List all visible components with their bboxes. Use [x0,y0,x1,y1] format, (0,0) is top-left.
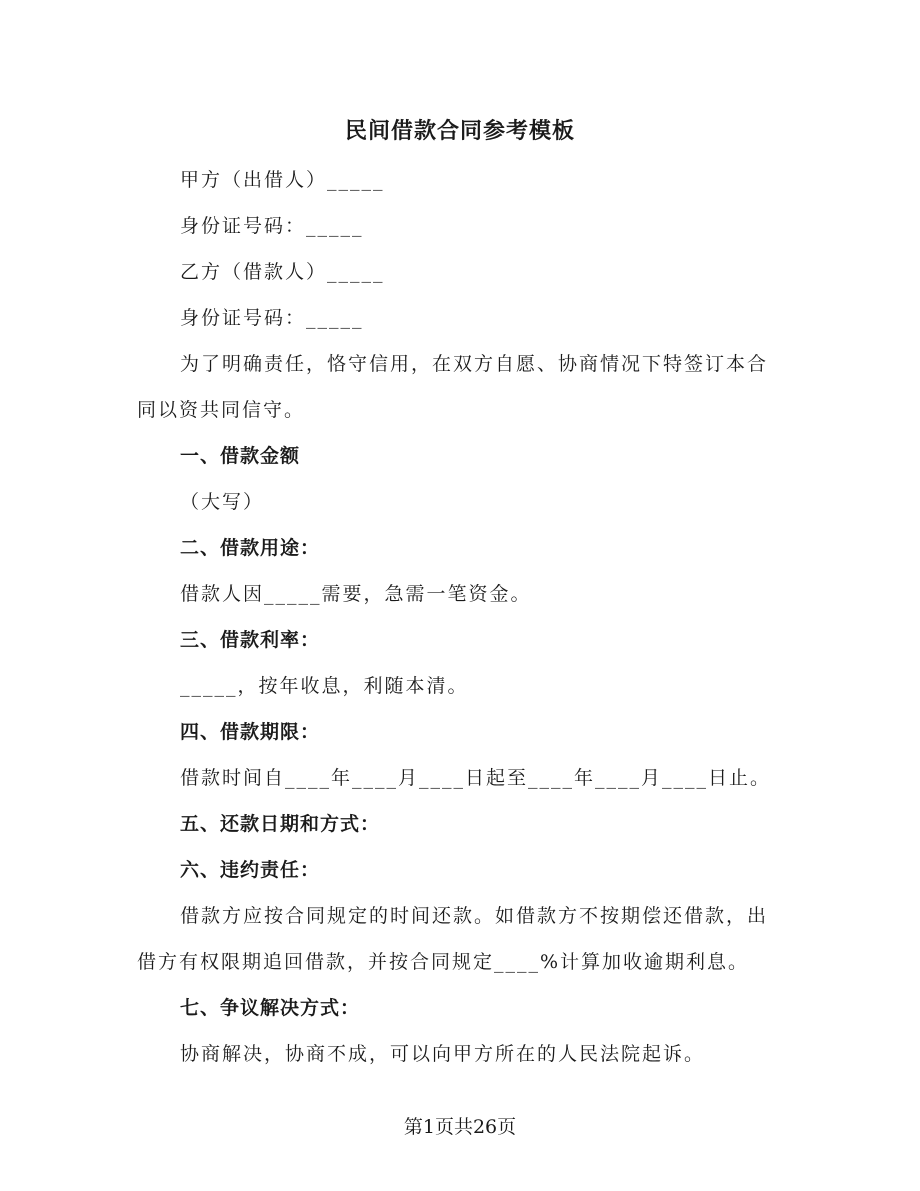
party-a-line: 甲方（出借人）_____ [180,169,385,191]
party-a-id-line: 身份证号码：_____ [180,215,364,237]
party-b-id-line: 身份证号码：_____ [180,307,364,329]
preamble-line-2: 同以资共同信守。 [137,399,306,421]
term-text: 借款时间自____年____月____日起至____年____月____日止。 [180,767,772,789]
party-b-line: 乙方（借款人）_____ [180,261,385,283]
rate-text: _____，按年收息，利随本清。 [180,675,469,697]
purpose-text: 借款人因_____需要，急需一笔资金。 [180,583,532,605]
liability-line-1: 借款方应按合同规定的时间还款。如借款方不按期偿还借款，出 [180,905,769,927]
section-heading-dispute: 七、争议解决方式： [180,997,361,1019]
section-heading-amount: 一、借款金额 [180,445,301,467]
liability-line-2: 借方有权限期追回借款，并按合同规定____%计算加收逾期利息。 [137,951,750,973]
section-heading-purpose: 二、借款用途： [180,537,321,559]
section-heading-liability: 六、违约责任： [180,859,321,881]
section-heading-rate: 三、借款利率： [180,629,321,651]
dispute-text: 协商解决，协商不成，可以向甲方所在的人民法院起诉。 [180,1043,706,1065]
page-number-footer: 第1页共26页 [403,1116,517,1138]
section-heading-term: 四、借款期限： [180,721,321,743]
section-heading-repayment: 五、还款日期和方式： [180,813,381,835]
amount-text: （大写） [180,491,265,513]
page-title: 民间借款合同参考模板 [344,118,575,144]
preamble-line-1: 为了明确责任，恪守信用，在双方自愿、协商情况下特签订本合 [180,353,769,375]
